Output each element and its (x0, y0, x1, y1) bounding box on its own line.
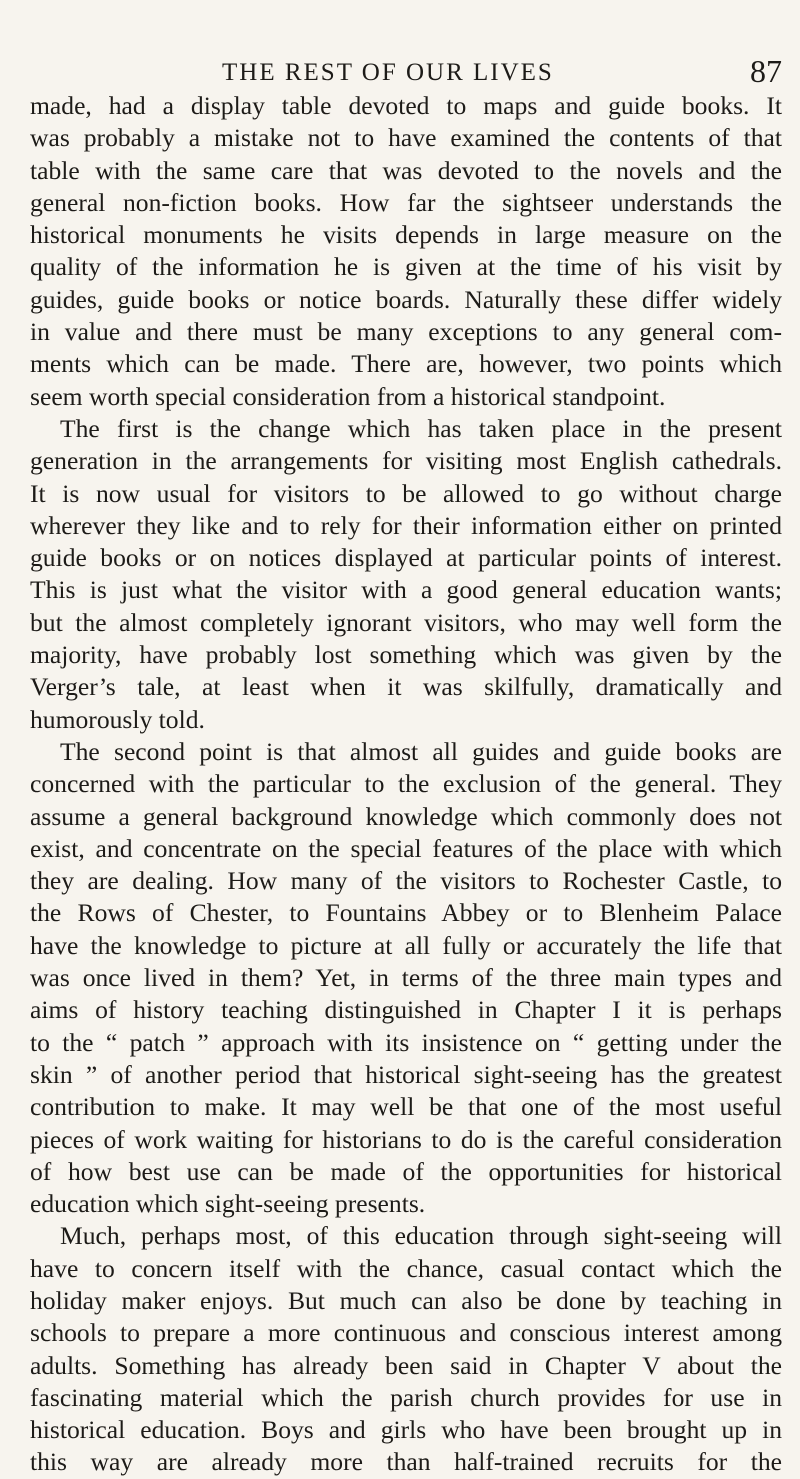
text-line: they are dealing. How many of the visitors to Rochester Castle, to (30, 866, 782, 896)
text-line: fascinating material which the parish church provides for use in (30, 1382, 782, 1412)
text-line: pieces of work waiting for historians to do is the careful consideration (30, 1124, 782, 1154)
text-line: to the “ patch ” approach with its insistence on “ getting under the (30, 1027, 782, 1057)
text-line: Much, perhaps most, of this education through sight-seeing will (60, 1221, 782, 1251)
text-line: historical monuments he visits depends in large measure on the (30, 220, 782, 250)
text-line: have the knowledge to picture at all fully or accurately the life that (30, 930, 782, 960)
text-line: wherever they like and to rely for their information either on printed (30, 510, 782, 540)
running-head (222, 53, 782, 89)
text-line: humorously told. (30, 704, 205, 734)
running-title: THE REST OF OUR LIVES (222, 59, 554, 86)
text-line: aims of history teaching distinguished in Chapter I it is perhaps (30, 995, 782, 1025)
text-line: It is now usual for visitors to be allowed to go without charge (30, 478, 782, 508)
text-line: table with the same care that was devoted to the novels and the (30, 155, 782, 185)
text-line: general non-fiction books. How far the sightseer understands the (30, 187, 782, 217)
text-line: seem worth special consideration from a historical standpoint. (30, 381, 666, 411)
text-line: the Rows of Chester, to Fountains Abbey or to Blenheim Palace (30, 898, 782, 928)
text-line: historical education. Boys and girls who have been brought up in (30, 1415, 782, 1445)
text-line: was probably a mistake not to have examined the contents of that (30, 123, 782, 153)
text-line: guides, guide books or notice boards. Naturally these differ widely (30, 284, 782, 314)
text-line: but the almost completely ignorant visitors, who may well form the (30, 607, 782, 637)
text-line: concerned with the particular to the exclusion of the general. They (30, 769, 782, 799)
text-line: in value and there must be many exceptions to any general com- (30, 317, 782, 347)
text-line: of how best use can be made of the opportunities for historical (30, 1156, 782, 1186)
text-line: contribution to make. It may well be that one of the most useful (30, 1092, 782, 1122)
text-line: majority, have probably lost something which was given by the (30, 640, 782, 670)
text-line: have to concern itself with the chance, casual contact which the (30, 1253, 782, 1283)
text-line: This is just what the visitor with a good general education wants; (30, 575, 782, 605)
page-number: 87 (750, 53, 782, 89)
text-line: this way are already more than half-trained recruits for the (30, 1447, 782, 1477)
text-line: made, had a display table devoted to maps and guide books. It (30, 91, 782, 120)
text-line: quality of the information he is given at the time of his visit by (30, 252, 782, 282)
text-line: holiday maker enjoys. But much can also be done by teaching in (30, 1285, 782, 1315)
text-line: education which sight-seeing presents. (30, 1189, 426, 1219)
text-line: The second point is that almost all guides and guide books are (60, 736, 782, 766)
text-line: Verger’s tale, at least when it was skilfully, dramatically and (30, 672, 782, 702)
text-line: exist, and concentrate on the special features of the place with which (30, 833, 782, 863)
text-line: ments which can be made. There are, however, two points which (30, 349, 782, 379)
text-line: skin ” of another period that historical sight-seeing has the greatest (30, 1059, 782, 1089)
body-text (30, 90, 782, 1479)
text-line: was once lived in them? Yet, in terms of the three main types and (30, 963, 782, 993)
text-line: adults. Something has already been said in Chapter V about the (30, 1350, 782, 1380)
text-line: The first is the change which has taken place in the present (60, 413, 782, 443)
text-line: assume a general background knowledge which commonly does not (30, 801, 782, 831)
text-line: schools to prepare a more continuous and conscious interest among (30, 1318, 782, 1348)
text-line: guide books or on notices displayed at particular points of interest. (30, 543, 782, 573)
text-line: generation in the arrangements for visiting most English cathedrals. (30, 446, 782, 476)
